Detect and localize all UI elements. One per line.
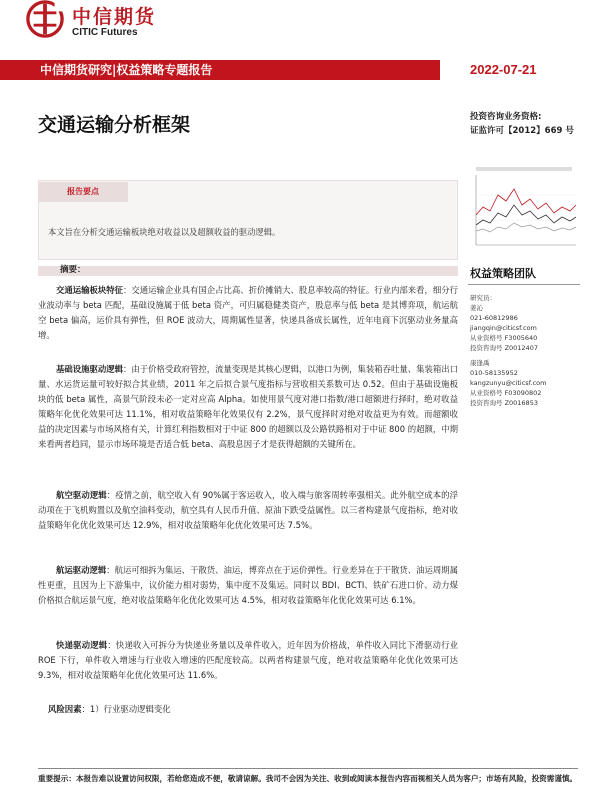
risk-body: ：1）行业驱动逻辑变化	[81, 704, 171, 714]
researcher-phone: 010-58135952	[470, 369, 518, 377]
key-points-tab: 报告要点	[38, 182, 128, 202]
researcher-license: 从业资格号 F03090802	[470, 389, 542, 397]
section-paragraph	[38, 638, 458, 683]
section-heading: 快递驱动逻辑	[56, 640, 108, 650]
team-divider	[468, 284, 580, 285]
section-paragraph	[38, 283, 458, 343]
risk-heading: 风险因素	[48, 704, 82, 714]
section-heading: 航空驱动逻辑	[56, 490, 107, 500]
banner-text: 中信期货研究|权益策略专题报告	[40, 63, 213, 77]
researcher-invest-license: 投资咨询号 Z0016853	[470, 399, 538, 407]
disclaimer: 重要提示：本报告难以设置访问权限，若给您造成不便，敬请谅解。我司不会因为关注、收到或阅读本报告内容而视相关人员为客户；市场有风险，投资需谨慎。	[38, 774, 578, 783]
abstract-bar	[38, 266, 458, 276]
researcher-license: 从业资格号 F3005640	[470, 334, 538, 342]
qualification	[470, 110, 574, 138]
abstract-label: 摘要：	[60, 265, 86, 275]
section-heading: 交通运输板块特征	[56, 285, 123, 295]
researcher-label: 研究员：	[470, 294, 496, 302]
logo-english: CITIC Futures	[72, 27, 138, 38]
section-body: ：疫情之前，航空收入有 90%属于客运收入，收入端与旅客周转率强相关。此外航空成本的浮动项在于飞机购置以及航空油料变动，航空具有人民币升值、原油下跌受益属性。以三者构建景气度指标，绝对收益策略年化优化效果可达 12.9%，相对收益策略年化优化效果可达 7.5%。	[38, 490, 459, 530]
team-title: 权益策略团队	[470, 267, 536, 280]
researcher-email: jiangqin@citicsf.com	[470, 324, 537, 332]
section-paragraph	[38, 362, 458, 452]
citic-logo-icon	[26, 0, 64, 38]
risk-factors	[48, 703, 171, 715]
section-heading: 基础设施驱动逻辑	[56, 364, 123, 374]
key-points-text: 本文旨在分析交通运输板块绝对收益以及超额收益的驱动逻辑。	[48, 227, 281, 237]
section-heading: 航运驱动逻辑	[56, 565, 107, 575]
section-body: ：航运可细拆为集运、干散货、油运，博弈点在于运价弹性。行业差异在于干散货、油运周期属性更重，且因为上下游集中，议价能力相对弱势，集中度不及集运。同时以 BDI、BCTI、铁矿石进口价、动力煤价格拟合航运景气度，绝对收益策略年化优化效果可达 4.5%，相对收益策略年化优化效果可达 6.1%。	[38, 565, 458, 605]
thumbnail-chart-image	[468, 165, 580, 253]
researcher-email: kangzunyu@citicsf.com	[470, 379, 547, 387]
researcher-1	[470, 293, 538, 353]
report-date: 2022-07-21	[470, 62, 537, 77]
logo-chinese: 中信期货	[72, 6, 157, 28]
qualification-line1: 投资咨询业务资格:	[470, 112, 542, 122]
section-body: ：由于价格受政府管控，流量变现是其核心逻辑，以港口为例，集装箱吞吐量、集装箱出口量、水运货运量可较好拟合其业绩，2011 年之后拟合景气度指标与营收相关系数可达 0.52。但由于基础设施板块的低 beta 属性，高景气阶段未必一定对应高 Alpha。如使用景气度对港口指数/港口超额进行择时，绝对收益策略年化优化效果可达 11.1%，相对收益策略年化效果仅有 2.2%，景气度择时对绝对收益更为有效。而超额收益的决定因素与市场风格有关，计算红利指数相对于中证 800 的超额以及公路铁路相对于中证 800 的超额，中期来看两者趋同，显示市场环境是否适合低 beta、高股息因子才是获得超额的关键所在。	[38, 364, 458, 449]
section-body: ：交通运输企业具有国企占比高、折价摊销大、股息率较高的特征。行业内部来看，细分行业波动率与 beta 匹配，基础设施属于低 beta 资产，可归属稳健类资产，股息率与低 beta 是其博弈项，航运航空 beta 偏高，运价具有弹性，但 ROE 波动大，周期属性显著，快递具备成长属性，近年电商下沉驱动业务量高增。	[38, 285, 458, 340]
researcher-name: 姜沁	[470, 304, 483, 312]
page-title: 交通运输分析框架	[38, 114, 191, 136]
section-body: ：快递收入可拆分为快递业务量以及单件收入，近年因为价格战，单件收入同比下滑驱动行业 ROE 下行，单件收入增速与行业收入增速的匹配度较高。以两者构建景气度，绝对收益策略年化优化效果可达 9.3%，相对收益策略年化优化效果可达 11.6%。	[38, 640, 458, 680]
researcher-phone: 021-60812986	[470, 314, 518, 322]
section-paragraph	[38, 563, 458, 608]
footer-divider	[38, 768, 578, 769]
qualification-line2: 证监许可【2012】669 号	[470, 126, 574, 136]
researcher-2	[470, 358, 546, 408]
researcher-invest-license: 投资咨询号 Z0012407	[470, 344, 538, 352]
researcher-name: 康逢禹	[470, 359, 490, 367]
section-paragraph	[38, 488, 458, 533]
